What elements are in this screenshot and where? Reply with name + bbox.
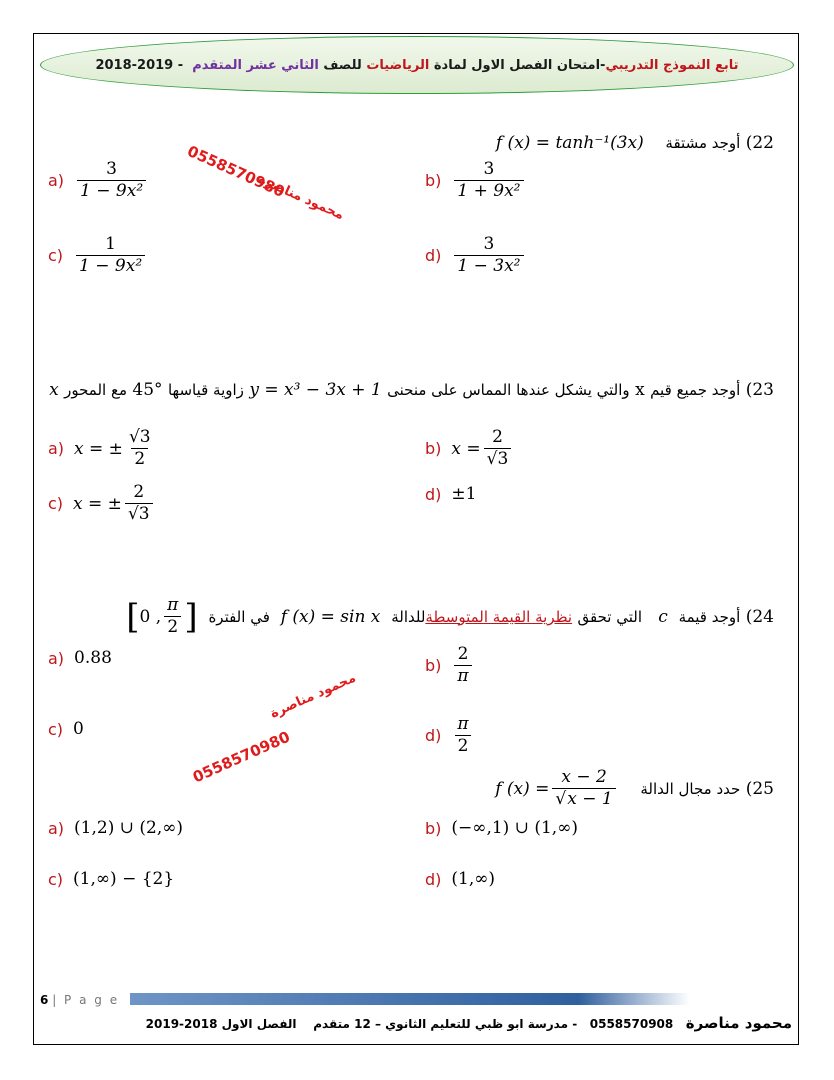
q23-b-den: √3: [484, 448, 512, 470]
question-24: [126, 596, 774, 637]
footer-author: محمود مناصرة: [685, 1014, 792, 1032]
q24-b-num: 2: [457, 644, 469, 664]
header-part1: تابع النموذج التدريبي: [605, 57, 739, 73]
q25-func-num: x − 2: [561, 767, 607, 787]
q22-function: f (x) = tanh⁻¹(3x): [495, 133, 644, 153]
footer-phone: 0558570908: [589, 1017, 674, 1031]
q25-function: [495, 768, 619, 809]
q25-c-letter: c): [48, 869, 64, 889]
header-part4: للصف: [323, 57, 362, 73]
q22-option-d[interactable]: [425, 235, 527, 276]
footer-bar: [130, 993, 690, 1005]
q24-a-value: 0.88: [74, 648, 112, 668]
footer-term: الفصل الاول 2018-2019: [145, 1017, 297, 1031]
q23-c-fraction: [125, 483, 153, 524]
q25-text: حدد مجال الدالة: [640, 779, 741, 798]
q25-option-a[interactable]: [48, 818, 183, 838]
q24-var-c: c: [658, 606, 668, 627]
q24-bracket-left: [: [126, 596, 140, 637]
q23-text-mid: والتي يشكل عندها المماس على منحنى: [387, 381, 630, 399]
q25-c-value: (1,∞) − {2}: [73, 869, 175, 889]
q25-a-value: (1,2) ∪ (2,∞): [74, 818, 184, 838]
q22-a-num: 3: [106, 159, 117, 179]
q24-c-value: 0: [73, 719, 84, 739]
q22-d-fraction: [454, 235, 523, 276]
q23-b-letter: b): [425, 439, 442, 459]
q24-interval: [126, 596, 197, 637]
q24-interval-num: π: [167, 595, 179, 615]
q24-number: 24): [745, 606, 774, 627]
q24-interval-den: 2: [164, 616, 181, 638]
q23-a-num: √3: [128, 427, 151, 447]
q24-bracket-right: ]: [184, 596, 198, 637]
q23-a-letter: a): [48, 439, 65, 459]
q24-b-letter: b): [425, 656, 442, 676]
q24-interval-left: 0 ,: [139, 606, 162, 627]
q23-text-angle: زاوية قياسها: [167, 381, 244, 399]
q23-text-post: مع المحور: [64, 381, 127, 399]
q24-d-den: 2: [455, 735, 472, 757]
q22-c-den: 1 − 9x²: [76, 255, 145, 277]
q23-a-den: 2: [131, 448, 148, 470]
page-number: 6: [40, 993, 49, 1007]
q24-function: f (x) = sin x: [280, 606, 381, 627]
q22-a-den: 1 − 9x²: [77, 180, 146, 202]
question-23: [49, 380, 774, 400]
q22-number: 22): [745, 133, 774, 153]
q25-option-b[interactable]: [425, 818, 578, 838]
q24-d-letter: d): [425, 726, 442, 746]
page-label: | P a g e: [52, 993, 120, 1007]
q23-a-lhs: x = ±: [74, 438, 123, 459]
q22-b-num: 3: [483, 159, 495, 179]
q22-d-num: 3: [483, 234, 495, 254]
q24-a-letter: a): [48, 648, 65, 668]
question-22: [496, 133, 774, 153]
q23-d-value: ±1: [451, 484, 477, 504]
q24-option-c[interactable]: [48, 719, 84, 739]
q23-angle: 45°: [132, 380, 163, 400]
q24-theorem: نظرية القيمة المتوسطة: [425, 607, 573, 626]
q22-d-den: 1 − 3x²: [454, 255, 523, 277]
header-part2: -امتحان الفصل الاول لمادة: [433, 57, 606, 73]
q23-option-c[interactable]: [48, 483, 156, 524]
q24-c-letter: c): [48, 719, 64, 739]
q23-d-letter: d): [425, 484, 442, 504]
q22-option-a[interactable]: [48, 160, 149, 201]
header-part6: - 2018-2019: [95, 57, 184, 73]
q22-text: أوجد مشتقة: [665, 134, 741, 152]
q24-d-fraction: [454, 715, 471, 756]
header-part3: الرياضيات: [366, 57, 430, 73]
q22-a-letter: a): [48, 171, 65, 191]
q24-b-den: π: [454, 665, 471, 687]
q23-option-d[interactable]: [425, 484, 476, 504]
q22-a-fraction: [77, 160, 146, 201]
q22-c-fraction: [76, 235, 145, 276]
q22-c-num: 1: [105, 234, 116, 254]
q25-func-lhs: f (x) =: [495, 778, 550, 799]
q23-option-a[interactable]: [48, 428, 157, 469]
q23-a-fraction: [126, 428, 154, 469]
footer-school: - مدرسة ابو ظبي للتعليم الثانوي – 12 متقدم: [313, 1017, 578, 1031]
q22-b-den: 1 + 9x²: [454, 180, 523, 202]
q24-option-a[interactable]: [48, 648, 112, 668]
q24-option-d[interactable]: [425, 715, 475, 756]
q25-a-letter: a): [48, 818, 65, 838]
q23-b-num: 2: [492, 427, 503, 447]
q25-b-letter: b): [425, 818, 442, 838]
header-banner: [40, 36, 794, 94]
footer-page-number: [40, 993, 119, 1007]
q24-b-fraction: [454, 645, 471, 686]
q24-interval-fraction: [164, 596, 181, 637]
q25-d-value: (1,∞): [451, 869, 496, 889]
q23-c-letter: c): [48, 494, 64, 514]
q25-func-den-wrap: √x − 1: [552, 788, 615, 810]
watermark-phone-1: 0558570980: [184, 142, 288, 201]
watermark-name-1: محمود مناصرة: [255, 172, 347, 224]
watermark-name-2: محمود مناصرة: [268, 670, 359, 722]
q22-option-b[interactable]: [425, 160, 527, 201]
q23-option-b[interactable]: [425, 428, 514, 469]
q23-text-pre: أوجد جميع قيم: [650, 381, 741, 399]
q23-b-fraction: [484, 428, 512, 469]
q23-var-x: x: [635, 380, 645, 400]
q22-b-fraction: [454, 160, 523, 201]
q23-number: 23): [745, 380, 774, 400]
footer-credits: [146, 1014, 792, 1032]
q22-c-letter: c): [48, 246, 64, 266]
header-part5: الثاني عشر المتقدم: [192, 57, 319, 73]
q24-text-interval: في الفترة: [208, 607, 270, 626]
q22-option-c[interactable]: [48, 235, 148, 276]
q23-c-num: 2: [133, 482, 145, 502]
q25-number: 25): [745, 778, 774, 799]
question-25: [495, 768, 774, 809]
watermark-phone-2: 0558570980: [190, 727, 293, 787]
q24-text-mid: التي تحقق: [577, 607, 642, 626]
q23-curve: y = x³ − 3x + 1: [249, 380, 382, 400]
q25-func-fraction: [552, 768, 615, 809]
q24-d-num: π: [457, 714, 469, 734]
q23-b-lhs: x =: [451, 438, 481, 459]
q23-axis: x: [49, 380, 59, 400]
q23-c-den: √3: [125, 503, 153, 525]
q25-option-c[interactable]: [48, 869, 174, 889]
q22-b-letter: b): [425, 171, 442, 191]
q22-d-letter: d): [425, 246, 442, 266]
q23-c-lhs: x = ±: [73, 493, 122, 514]
q24-text-func: للدالة: [391, 607, 426, 626]
q25-b-value: (−∞,1) ∪ (1,∞): [451, 818, 578, 838]
q25-d-letter: d): [425, 869, 442, 889]
q25-func-den: x − 1: [567, 788, 613, 809]
q25-option-d[interactable]: [425, 869, 495, 889]
q24-text-pre: أوجد قيمة: [678, 607, 741, 626]
q24-option-b[interactable]: [425, 645, 475, 686]
